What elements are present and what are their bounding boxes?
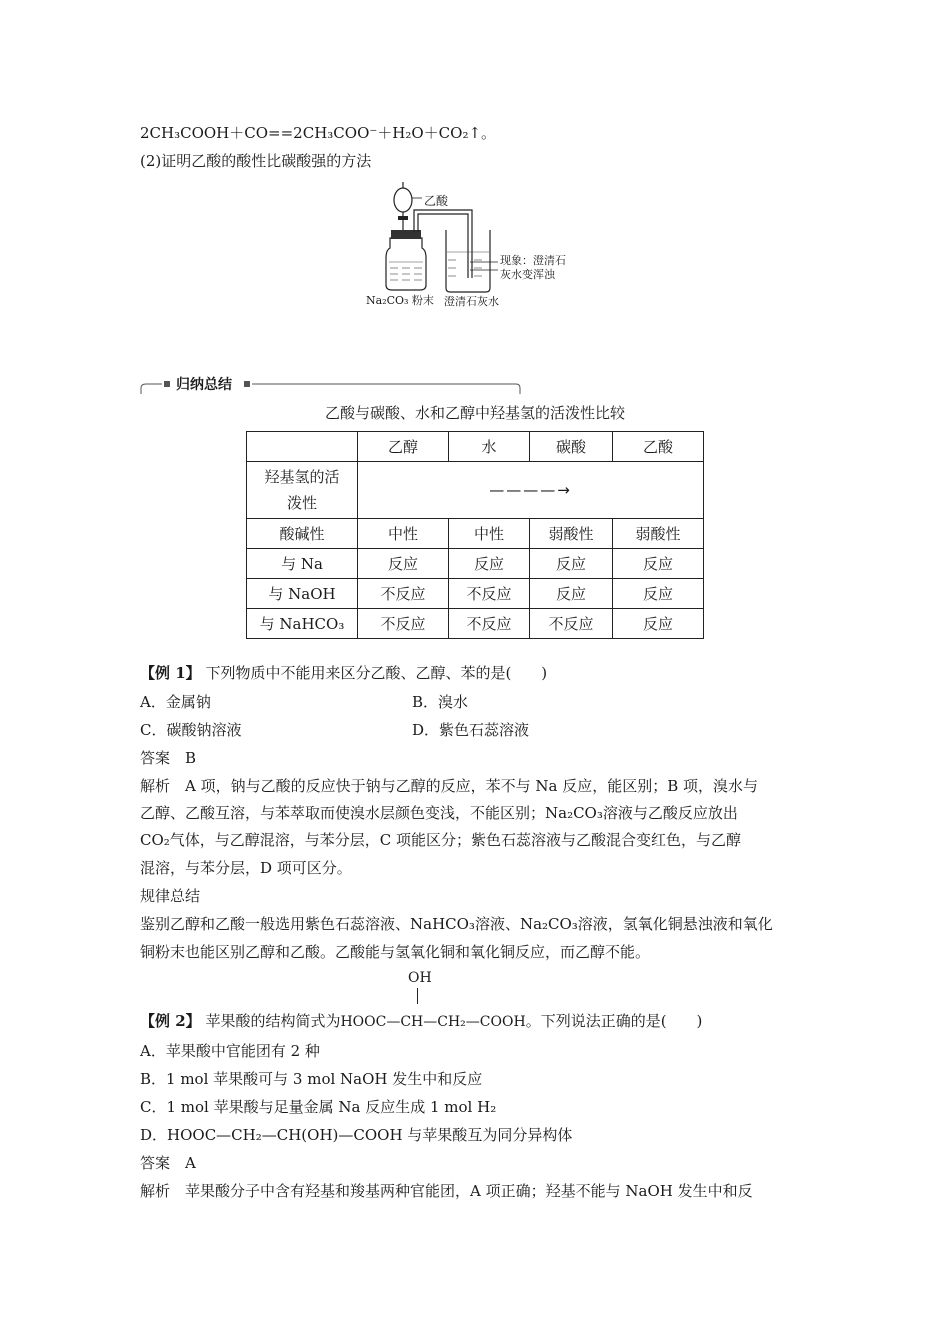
summary-label: 归纳总结 bbox=[172, 374, 236, 394]
example2-option-c: C．1 mol 苹果酸与足量金属 Na 反应生成 1 mol H₂ bbox=[140, 1098, 497, 1116]
header-cell: 水 bbox=[449, 432, 530, 462]
formula-bond-line bbox=[417, 988, 418, 1004]
example1-analysis-line: 乙醇、乙酸互溶，与苯萃取而使溴水层颜色变浅，不能区别；Na₂CO₃溶液与乙酸反应放出 bbox=[140, 804, 738, 822]
example2-answer: 答案 A bbox=[140, 1154, 196, 1172]
table-cell: 反应 bbox=[613, 609, 704, 639]
table-cell: 不反应 bbox=[358, 579, 449, 609]
example1-option-d: D．紫色石蕊溶液 bbox=[412, 721, 530, 739]
rule-line: 鉴别乙醇和乙酸一般选用紫色石蕊溶液、NaHCO₃溶液、Na₂CO₃溶液，氢氧化铜悬浊液和氧化 bbox=[140, 915, 773, 933]
table-header-row bbox=[247, 432, 704, 462]
table-cell: 不反应 bbox=[530, 609, 613, 639]
table-cell: 不反应 bbox=[449, 609, 530, 639]
activity-label-cell bbox=[247, 462, 358, 519]
apparatus-svg bbox=[360, 180, 610, 310]
example1-question bbox=[140, 662, 547, 684]
example2-question-pre: 苹果酸的结构简式为 bbox=[205, 1012, 341, 1030]
table-cell: 反应 bbox=[613, 579, 704, 609]
example1-answer: 答案 B bbox=[140, 749, 197, 767]
table-title: 乙酸与碳酸、水和乙醇中羟基氢的活泼性比较 bbox=[324, 404, 625, 422]
label-limewater: 澄清石灰水 bbox=[444, 295, 499, 308]
table-cell: 酸碱性 bbox=[247, 519, 358, 549]
table-cell: 反应 bbox=[358, 549, 449, 579]
table-cell: 不反应 bbox=[358, 609, 449, 639]
table-cell: 与 Na bbox=[247, 549, 358, 579]
table-row bbox=[247, 519, 704, 549]
header-cell: 乙酸 bbox=[613, 432, 704, 462]
table-cell: 反应 bbox=[613, 549, 704, 579]
example2-option-d: D．HOOC—CH₂—CH(OH)—COOH 与苹果酸互为同分异构体 bbox=[140, 1126, 573, 1144]
apparatus-diagram bbox=[360, 180, 610, 310]
rule-title: 规律总结 bbox=[140, 887, 201, 905]
table-cell: 中性 bbox=[449, 519, 530, 549]
example1-analysis-line: 混溶，与苯分层，D 项可区分。 bbox=[140, 859, 352, 877]
example2-question bbox=[140, 1010, 702, 1033]
table-cell: 反应 bbox=[449, 549, 530, 579]
example1-question-text: 下列物质中不能用来区分乙酸、乙醇、苯的是( ) bbox=[205, 664, 548, 682]
example1-analysis-line: CO₂气体，与乙醇混溶，与苯分层，C 项能区分；紫色石蕊溶液与乙酸混合变红色，与乙醇 bbox=[140, 831, 742, 849]
header-cell: 乙醇 bbox=[358, 432, 449, 462]
label-acetic-acid: 乙酸 bbox=[424, 194, 449, 208]
table-row bbox=[247, 579, 704, 609]
comparison-table bbox=[246, 431, 704, 639]
summary-banner bbox=[140, 374, 524, 396]
table-cell: 与 NaHCO₃ bbox=[247, 609, 358, 639]
label-na2co3-powder: Na₂CO₃ 粉末 bbox=[366, 294, 434, 307]
activity-label-line-1: 羟基氢的活 bbox=[264, 468, 340, 486]
example1-option-a: A．金属钠 bbox=[140, 693, 211, 711]
table-cell: 反应 bbox=[530, 579, 613, 609]
formula-main: HOOC—CH—CH₂—COOH bbox=[340, 1014, 526, 1030]
table-cell: 中性 bbox=[358, 519, 449, 549]
header-cell: 碳酸 bbox=[530, 432, 613, 462]
table-row bbox=[247, 549, 704, 579]
activity-label-line-2: 泼性 bbox=[286, 494, 317, 512]
method-heading: (2)证明乙酸的酸性比碳酸强的方法 bbox=[140, 152, 372, 170]
example1-label: 【例 1】 bbox=[140, 664, 201, 682]
example2-option-a: A．苹果酸中官能团有 2 种 bbox=[140, 1042, 320, 1060]
example1-analysis-line: 解析 A 项，钠与乙酸的反应快于钠与乙醇的反应，苯不与 Na 反应，能区别；B 项，溴水与 bbox=[140, 777, 758, 795]
label-phenomenon-1: 现象：澄清石 bbox=[500, 254, 566, 267]
example1-option-b: B．溴水 bbox=[412, 693, 469, 711]
header-cell bbox=[247, 432, 358, 462]
rule-line: 铜粉末也能区别乙醇和乙酸。乙酸能与氢氧化铜和氧化铜反应，而乙醇不能。 bbox=[140, 943, 651, 961]
example2-analysis: 解析 苹果酸分子中含有羟基和羧基两种官能团，A 项正确；羟基不能与 NaOH 发生中和反 bbox=[140, 1182, 753, 1200]
table-cell: 弱酸性 bbox=[530, 519, 613, 549]
equation-line: 2CH₃COOH＋CO==2CH₃COO⁻＋H₂O＋CO₂↑。 bbox=[140, 124, 497, 142]
table-cell: 与 NaOH bbox=[247, 579, 358, 609]
table-cell: 弱酸性 bbox=[613, 519, 704, 549]
activity-arrow-cell: ————→ bbox=[358, 462, 704, 519]
label-phenomenon-2: 灰水变浑浊 bbox=[500, 268, 555, 281]
table-cell: 反应 bbox=[530, 549, 613, 579]
example1-option-c: C．碳酸钠溶液 bbox=[140, 721, 242, 739]
formula-oh: OH bbox=[408, 970, 432, 986]
table-row bbox=[247, 462, 704, 519]
example2-label: 【例 2】 bbox=[140, 1012, 201, 1030]
example2-option-b: B．1 mol 苹果酸可与 3 mol NaOH 发生中和反应 bbox=[140, 1070, 483, 1088]
example2-question-post: 。下列说法正确的是( ) bbox=[525, 1012, 703, 1030]
table-cell: 不反应 bbox=[449, 579, 530, 609]
table-row bbox=[247, 609, 704, 639]
